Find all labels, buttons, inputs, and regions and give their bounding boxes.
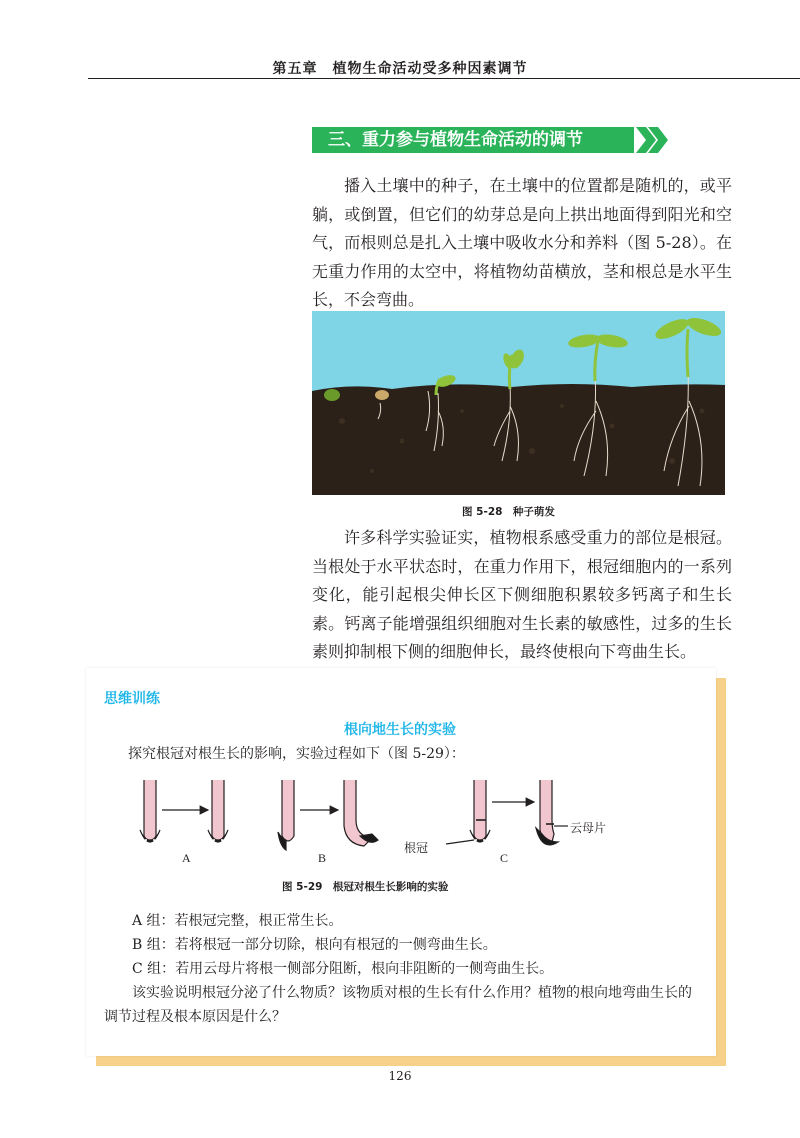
label-c: C — [500, 851, 509, 865]
page-number: 126 — [388, 1069, 412, 1083]
figure-5-29-caption: 图 5-29 根冠对根生长影响的实验 — [282, 881, 449, 893]
paragraph-text: 播入土壤中的种子，在土壤中的位置都是随机的，或平躺，或倒置，但它们的幼芽总是向上拱出地面得到阳光和空气，而根则总是扎入土壤中吸收水分和养料（图 5-28）。在无重力作用的太空中，将植物幼苗横放，茎和根总是水平生长，不会弯曲。 — [312, 176, 732, 309]
label-mica: 云母片 — [570, 821, 607, 835]
label-b: B — [318, 851, 327, 865]
section-title: 三、重力参与植物生命活动的调节 — [312, 127, 634, 153]
group-a-text: A 组：若根冠完整，根正常生长。 — [132, 913, 343, 929]
experiment-title: 根向地生长的实验 — [344, 722, 456, 738]
experiment-intro: 探究根冠对根生长的影响，实验过程如下（图 5-29）： — [128, 746, 465, 762]
paragraph-root-cap-gravity — [312, 524, 732, 667]
seed-germination-photo — [312, 311, 725, 495]
root-cap-experiment-diagram — [128, 780, 668, 876]
header-rule — [88, 78, 800, 79]
label-root-cap: 根冠 — [404, 841, 429, 855]
figure-5-28-caption: 图 5-28 种子萌发 — [462, 506, 555, 518]
paragraph-seed-orientation — [312, 172, 732, 315]
experiment-findings — [104, 909, 700, 1029]
thinking-exercise-heading: 思维训练 — [104, 691, 160, 707]
question-text: 该实验说明根冠分泌了什么物质？该物质对根的生长有什么作用？植物的根向地弯曲生长的调节过程及根本原因是什么？ — [104, 985, 692, 1025]
chapter-header: 第五章 植物生命活动受多种因素调节 — [272, 61, 528, 77]
group-b-text: B 组：若将根冠一部分切除，根向有根冠的一侧弯曲生长。 — [132, 937, 497, 953]
group-c-text: C 组：若用云母片将根一侧部分阻断，根向非阻断的一侧弯曲生长。 — [132, 961, 554, 977]
label-a: A — [182, 851, 191, 865]
paragraph-text: 许多科学实验证实，植物根系感受重力的部位是根冠。当根处于水平状态时，在重力作用下，根冠细胞内的一系列变化，能引起根尖伸长区下侧细胞积累较多钙离子和生长素。钙离子能增强组织细胞对生长素的敏感性，过多的生长素则抑制根下侧的细胞伸长，最终使根向下弯曲生长。 — [312, 528, 732, 661]
double-chevron-icon — [634, 127, 670, 153]
